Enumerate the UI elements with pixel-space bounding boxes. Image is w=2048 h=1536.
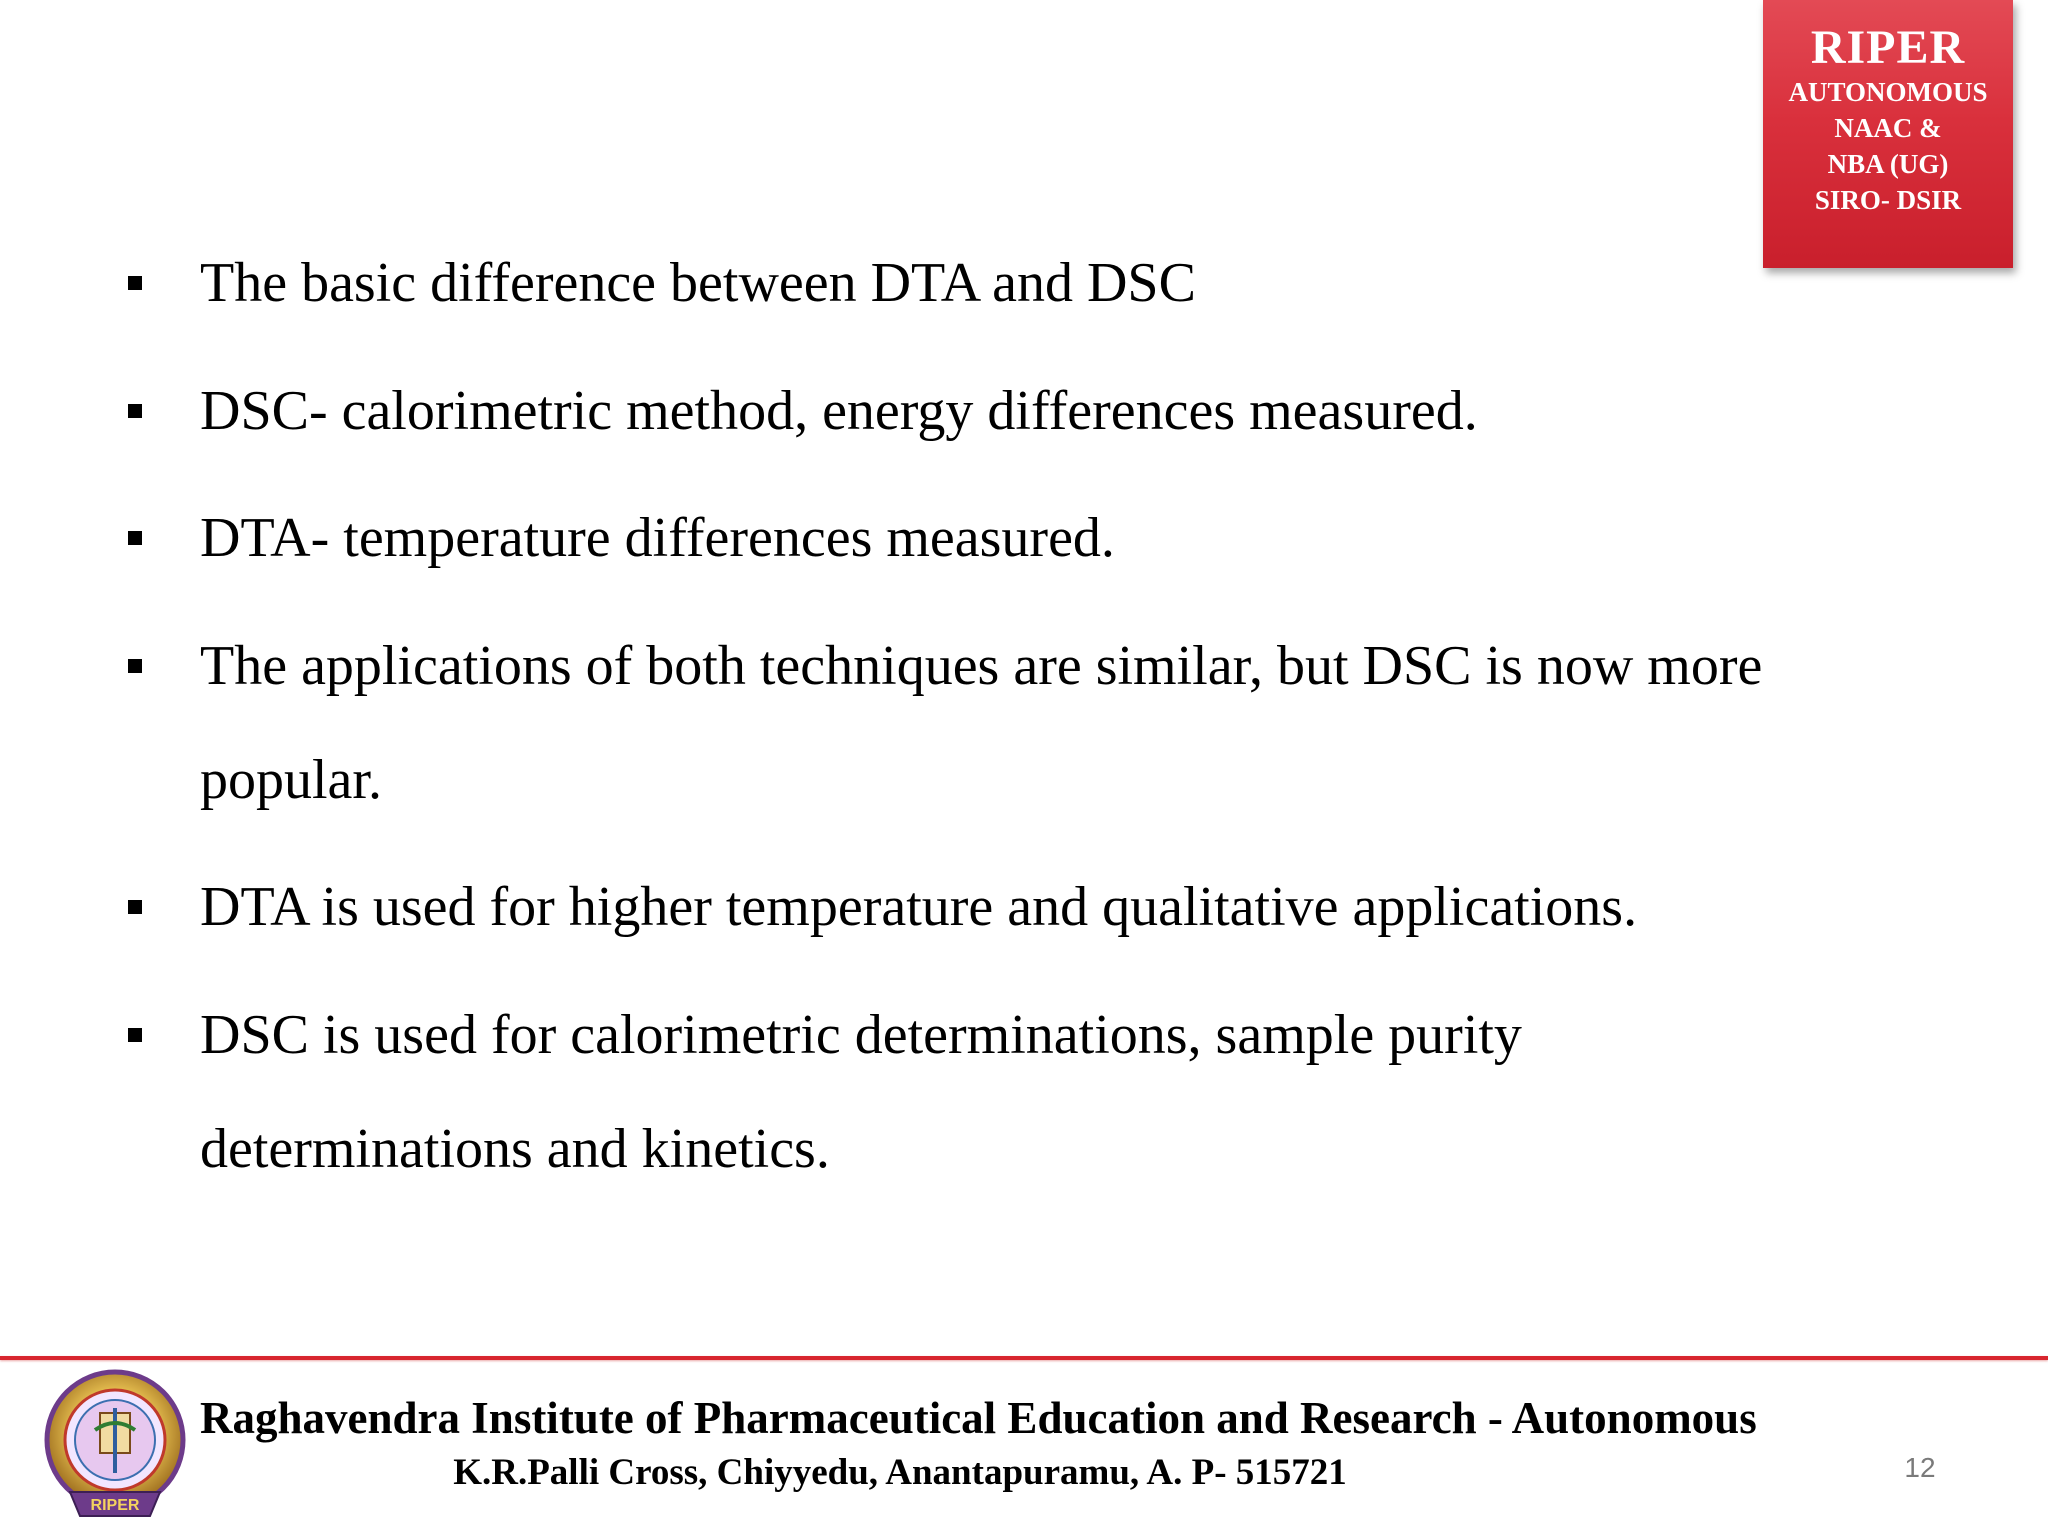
bullet-text: The basic difference between DTA and DSC (200, 252, 1196, 314)
square-bullet-icon (128, 276, 142, 290)
footer-divider (0, 1356, 2048, 1360)
square-bullet-icon (128, 1028, 142, 1042)
bullet-text: DSC is used for calorimetric determinations, sample purity determinations and kinetics. (200, 1004, 1522, 1180)
badge-line-autonomous: AUTONOMOUS (1788, 77, 1988, 107)
badge-title: RIPER (1810, 21, 1966, 74)
logo-text: RIPER (90, 1497, 140, 1514)
institution-address: K.R.Palli Cross, Chiyyedu, Anantapuramu, A. P- 515721 (453, 1452, 1347, 1493)
square-bullet-icon (128, 900, 142, 914)
institution-logo-icon (40, 1368, 190, 1528)
bullet-text: DTA- temperature differences measured. (200, 507, 1115, 569)
bullet-text: DSC- calorimetric method, energy differences measured. (200, 380, 1478, 442)
bullet-text: The applications of both techniques are similar, but DSC is now more popular. (200, 635, 1763, 811)
institution-name: Raghavendra Institute of Pharmaceutical Education and Research - Autonomous (200, 1393, 1757, 1443)
square-bullet-icon (128, 659, 142, 673)
badge-line-naac: NAAC & (1834, 113, 1942, 143)
badge-line-siro: SIRO- DSIR (1814, 185, 1962, 215)
square-bullet-icon (128, 531, 142, 545)
page-number: 12 (1904, 1452, 1936, 1483)
badge-line-nba: NBA (UG) (1827, 149, 1949, 179)
square-bullet-icon (128, 404, 142, 418)
bullet-text: DTA is used for higher temperature and qualitative applications. (200, 876, 1638, 938)
